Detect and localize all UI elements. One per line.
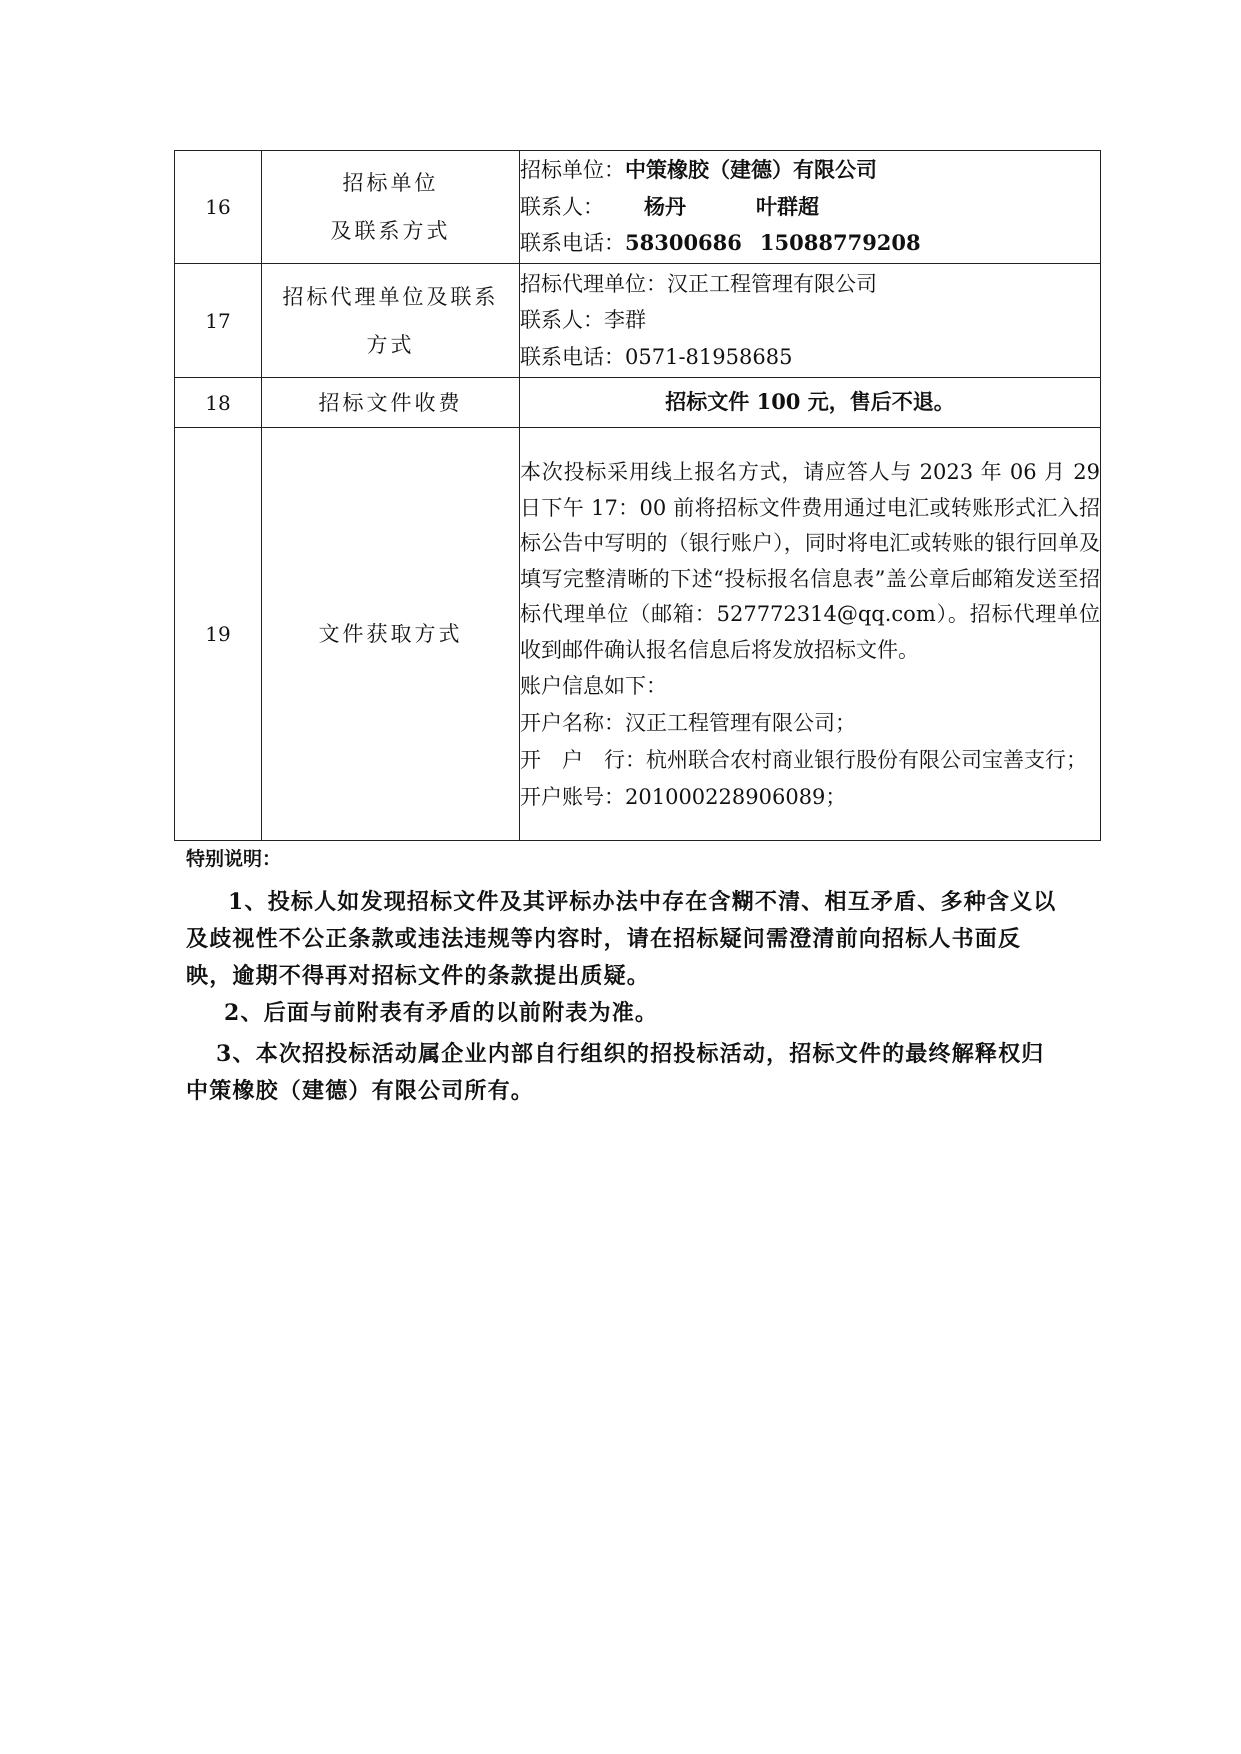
phone-number-2: 15088779208 xyxy=(759,230,921,256)
note-item: 2、后面与前附表有矛盾的以前附表为准。 xyxy=(224,1000,659,1026)
row-content xyxy=(520,264,1101,378)
row-number: 19 xyxy=(175,428,262,841)
table-row-18 xyxy=(175,378,1101,428)
table-row-16 xyxy=(175,151,1101,264)
note-item: 1、投标人如发现招标文件及其评标办法中存在含糊不清、相互矛盾、多种含义以及歧视性不公正条款或违法违规等内容时，请在招标疑问需澄清前向招标人书面反映，逾期不得再对招标文件的条款提出质疑。 xyxy=(186,889,1057,989)
row-content xyxy=(520,428,1101,841)
row-label xyxy=(262,151,520,264)
row-content xyxy=(520,378,1101,428)
note-item: 3、本次招投标活动属企业内部自行组织的招投标活动，招标文件的最终解释权归中策橡胶（建德）有限公司所有。 xyxy=(186,1041,1045,1104)
contact-line xyxy=(520,189,1100,226)
account-line: 开 户 行：杭州联合农村商业银行股份有限公司宝善支行； xyxy=(520,748,1087,772)
bid-info-table xyxy=(174,150,1101,841)
table-row-17 xyxy=(175,264,1101,378)
row-label xyxy=(262,264,520,378)
contact-name-1: 杨丹 xyxy=(644,193,686,219)
row-number: 17 xyxy=(175,264,262,378)
agent-phone-line: 联系电话：0571-81958685 xyxy=(520,344,793,369)
fee-text: 招标文件 100 元，售后不退。 xyxy=(665,389,955,415)
row-number: 18 xyxy=(175,378,262,428)
contact-name-2: 叶群超 xyxy=(756,193,819,219)
phone-line xyxy=(520,225,1100,262)
row-label-line: 方式 xyxy=(366,332,415,357)
acquisition-paragraph: 本次投标采用线上报名方式，请应答人与 2023 年 06 月 29 日下午 17：00 前将招标文件费用通过电汇或转账形式汇入招标公告中写明的（银行账户），同时将电汇或转账的银行回单及填写完整清晰的下述“投标报名信息表”盖公章后邮箱发送至招标代理单位（邮箱：527772314@qq.com）。招标代理单位收到邮件确认报名信息后将发放招标文件。 xyxy=(520,460,1100,662)
account-line: 开户账号：201000228906089； xyxy=(520,784,847,809)
row-number: 16 xyxy=(175,151,262,264)
notes-title: 特别说明： xyxy=(186,848,282,870)
phone-number-1: 58300686 xyxy=(625,230,742,256)
bidder-unit-value: 中策橡胶（建德）有限公司 xyxy=(625,157,877,183)
special-notes xyxy=(186,844,1066,1110)
row-label: 文件获取方式 xyxy=(262,428,520,841)
row-content xyxy=(520,151,1101,264)
row-label-line: 招标代理单位及联系 xyxy=(282,284,499,309)
contact-label: 联系人： xyxy=(520,194,604,219)
table-row-19 xyxy=(175,428,1101,841)
bidder-unit-label: 招标单位： xyxy=(520,158,625,183)
row-label-line: 及联系方式 xyxy=(330,219,451,243)
account-line: 开户名称：汉正工程管理有限公司； xyxy=(520,710,856,735)
row-label: 招标文件收费 xyxy=(262,378,520,428)
agent-contact-line: 联系人：李群 xyxy=(520,308,646,333)
phone-label: 联系电话： xyxy=(520,231,625,256)
row-label-line: 招标单位 xyxy=(342,171,439,195)
agent-unit-line: 招标代理单位：汉正工程管理有限公司 xyxy=(520,271,877,296)
account-line: 账户信息如下： xyxy=(520,674,667,698)
bidder-unit-line xyxy=(520,152,1100,189)
